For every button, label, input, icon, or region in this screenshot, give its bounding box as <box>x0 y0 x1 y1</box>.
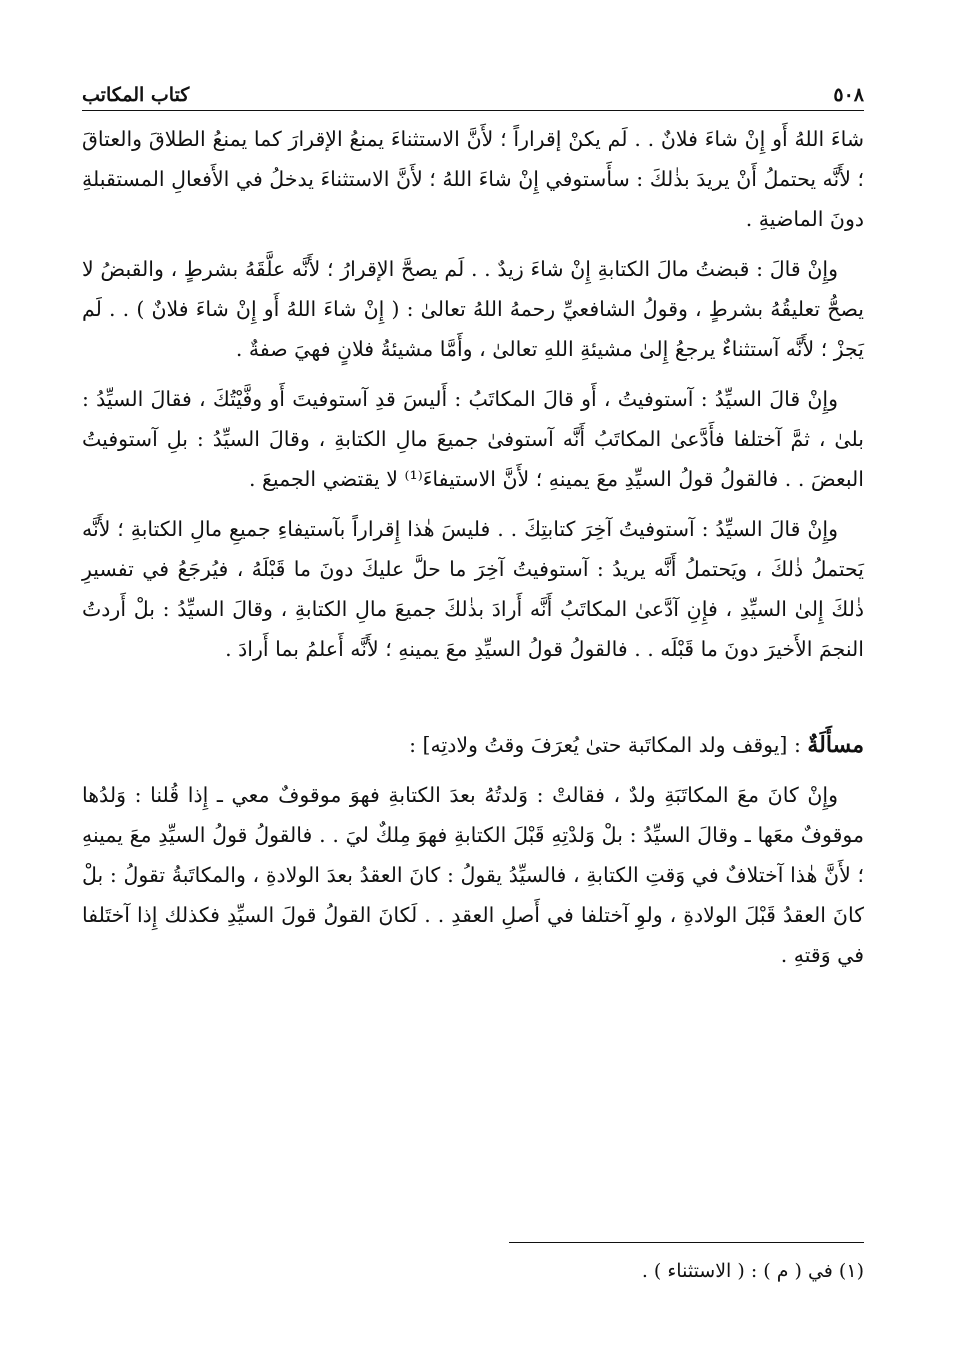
paragraph: شاءَ اللهُ أَو إِنْ شاءَ فلانٌ . . لَم يكنْ إقراراً ؛ لأَنَّ الاستثناءَ يمنعُ الإقرارَ كما يمنعُ الطلاقَ والعتاقَ ؛ لأَنَّه يحتملُ أَنْ يريدَ بذٰلكَ : سأَستوفي إِنْ شاءَ اللهُ ؛ لأَنَّ الاستثناءَ يدخلُ في الأَفعالِ المستقبلةِ دونَ الماضيةِ . <box>82 127 864 231</box>
issue-heading <box>82 725 864 765</box>
main-text <box>82 119 864 975</box>
page <box>82 80 864 1340</box>
paragraph: وإِنْ قالَ السيِّدُ : آستوفيتُ ، أَو قالَ المكاتَبُ : أَليسَ قدِ آستوفيتَ أَو وفَّيْتُكَ ، فقالَ السيِّدُ : بلىٰ ، ثمَّ آختلفا فأَدَّعىٰ المكاتَبُ أَنَّه آستوفىٰ جميعَ مالِ الكتابةِ ، وقالَ السيِّدُ : بلِ آستوفيتُ البعضَ . . فالقولُ قولُ السيِّدِ معَ يمينهِ ؛ لأَنَّ الاستيفاءَ⁽¹⁾ لا يقتضي الجميعَ . <box>82 387 864 491</box>
footnote-rule <box>509 1242 864 1243</box>
page-number: ٥٠٨ <box>833 84 864 106</box>
paragraph: وإِنْ قالَ السيِّدُ : آستوفيتُ آخِرَ كتابتِكَ . . فليسَ هٰذا إِقراراً بآستيفاءِ جميعِ مالِ الكتابةِ ؛ لأَنَّه يَحتملُ ذٰلكَ ، ويَحتملُ أَنَّه يريدُ : آستوفيتُ آخِرَ ما حلَّ عليكَ دونَ ما قَبْلَهُ ، فيُرجَعُ في تفسيرِ ذٰلكَ إِلىٰ السيِّدِ ، فإِنِ آدَّعىٰ المكاتَبُ أَنَّه أَرادَ بذٰلكَ جميعَ مالِ الكتابةِ ، وقالَ السيِّدُ : بلْ أَردتُ النجمَ الأَخيرَ دونَ ما قَبْلَه . . فالقولُ قولُ السيِّدِ معَ يمينهِ ؛ لأَنَّه أَعلمُ بما أَرادَ . <box>82 517 864 661</box>
page-header <box>82 80 864 110</box>
issue-separator: : <box>787 733 808 757</box>
header-rule <box>82 110 864 111</box>
running-title: كتاب المكاتب <box>82 84 190 106</box>
paragraph: وإِنْ كانَ معَ المكاتَبَةِ ولدٌ ، فقالتْ : وَلدتُهُ بعدَ الكتابةِ فهوَ موقوفٌ معي ـ إِذا قُلنا : وَلدُها موقوفٌ معَها ـ وقالَ السيِّدُ : بلْ وَلدْتِهِ قَبْلَ الكتابةِ فهوَ مِلكٌ ليَ . . فالقولُ قولُ السيِّدِ معَ يمينهِ ؛ لأَنَّ هٰذا آختلافٌ في وَقتِ الكتابةِ ، فالسيِّدُ يقولُ : كانَ العقدُ بعدَ الولادةِ ، والمكاتَبةُ تقولُ : بلْ كانَ العقدُ قَبْلَ الولادةِ ، ولوِ آختلفا في أَصلِ العقدِ . . لَكانَ القولُ قولَ السيِّدِ فكذلك إِذا آختَلفا في وَقتهِ . <box>82 783 864 967</box>
paragraph: وإِنْ قالَ : قبضتُ مالَ الكتابةِ إِنْ شاءَ زيدٌ . . لَم يصحَّ الإقرارُ ؛ لأَنَّه علَّقَهُ بشرطٍ ، والقبضُ لا يصحُّ تعليقُهُ بشرطٍ ، وقولُ الشافعيِّ رحمهُ اللهُ تعالىٰ : ( إِنْ شاءَ اللهُ أَو إِنْ شاءَ فلانٌ ) . . لَم يَجزْ ؛ لأَنَّه آستثناءٌ يرجعُ إِلىٰ مشيئةِ اللهِ تعالىٰ ، وأَمَّا مشيئةُ فلانٍ فهيَ صفةٌ . <box>82 257 864 361</box>
footnote: (١) في ( م ) : ( الاستثناء ) . <box>641 1260 864 1282</box>
issue-title: [يوقف ولد المكاتَبة حتىٰ يُعرَفَ وقتُ ولادتِه] : <box>409 733 788 757</box>
issue-label: مسأَلَةٌ <box>807 732 864 758</box>
